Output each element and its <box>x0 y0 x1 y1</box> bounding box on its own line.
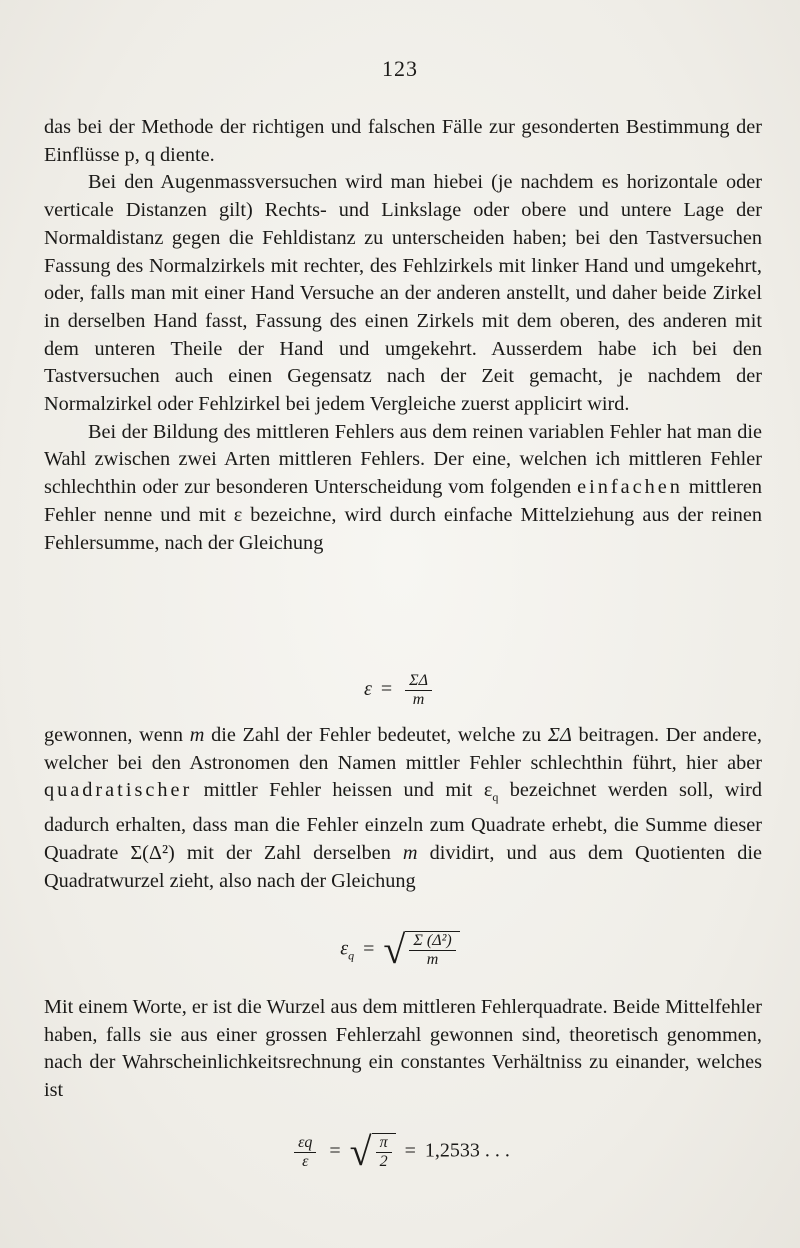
paragraph-2: Bei den Augenmassversuchen wird man hiebei (je nachdem es horizontale oder verticale Distanzen gilt) Rechts- und Linkslage oder obere und untere Lage der Normaldistanz gegen die Fehldistanz zu unterscheiden haben; bei den Tastversuchen Fassung des Normalzirkels mit rechter, des Fehlzirkels mit linker Hand und umgekehrt, oder, falls man mit einer Hand Versuche an der anderen anstellt, und daher beide Zirkel in derselben Hand fasst, Fassung des einen Zirkels mit dem oberen, des anderen mit dem unteren Theile der Hand und umgekehrt. Ausserdem habe ich bei den Tastversuchen auch einen Gegensatz nach der Zeit gemacht, je nachdem der Normalzirkel oder Fehlzirkel bei jedem Vergleiche zuerst applicirt wird. <box>44 171 762 416</box>
formula2-lhs-sub: q <box>348 948 355 963</box>
p4-text-f: dividirt, und aus dem Quotienten die Quadratwurzel zieht, also nach der Gleichung <box>44 841 762 892</box>
paragraph-3-text-a: Bei der Bildung des mittleren Fehlers aus dem reinen variablen Fehler hat man die Wahl zwischen zwei Arten mittleren Fehlers. Der eine, welchen ich mittleren Fehler schlechthin oder zur besonderen Unterscheidung vom folgenden <box>44 420 762 499</box>
formula3-equals-2: = <box>404 1139 416 1162</box>
formula3-fraction <box>376 1134 392 1171</box>
p4-var-m2: m <box>402 841 418 864</box>
formula3-denominator: 2 <box>379 1153 388 1170</box>
p4-sum-delta: ΣΔ <box>547 724 572 746</box>
formula3-lhs-denominator: ε <box>302 1152 309 1170</box>
p4-text-a: gewonnen, wenn <box>44 724 184 746</box>
p4-text-d: mittler Fehler heissen und mit ε <box>203 779 493 802</box>
formula-ratio <box>0 1129 800 1174</box>
p4-var-m: m <box>189 724 205 746</box>
formula2-radicand <box>405 931 459 969</box>
formula2-root-sign: √ <box>383 927 406 972</box>
formula-mean-error <box>0 672 800 709</box>
paragraph-4-block <box>44 722 762 895</box>
formula3-numerator: π <box>376 1134 392 1153</box>
p4-sub-q: q <box>492 790 499 805</box>
formula2-numerator: Σ (Δ²) <box>409 932 455 951</box>
formula2-fraction <box>409 932 455 969</box>
page-number: 123 <box>382 56 418 81</box>
formula1-numerator: ΣΔ <box>405 672 432 691</box>
paragraph-3-text-b: mittleren Fehler nenne und mit ε bezeichne, wird durch einfache Mittelziehung aus der reinen Fehlersumme, nach der Gleichung <box>44 476 762 554</box>
formula3-value: 1,2533 . . . <box>424 1139 510 1162</box>
formula1-denominator: m <box>412 691 425 708</box>
paragraph-3 <box>44 419 762 558</box>
paragraph-3-spaced-word: einfachen <box>577 476 683 499</box>
formula3-equals-1: = <box>329 1139 341 1162</box>
p4-spaced-word: quadratischer <box>44 779 193 802</box>
formula1-lhs: ε <box>363 678 372 701</box>
formula-quadratic-error <box>0 927 800 972</box>
formula2-denominator: m <box>426 951 439 968</box>
formula1-fraction <box>405 672 432 709</box>
formula2-equals: = <box>363 937 375 960</box>
formula3-radicand <box>372 1133 396 1171</box>
paragraph-1: das bei der Methode der richtigen und falschen Fälle zur gesonderten Bestimmung der Einflüsse p, q diente. <box>44 116 762 166</box>
paragraph-4 <box>44 722 762 895</box>
formula2-lhs: ε <box>340 937 349 960</box>
paragraph-5-block <box>44 994 762 1105</box>
formula3-root-sign: √ <box>349 1129 372 1174</box>
formula3-lhs-numerator: εq <box>294 1134 316 1153</box>
p4-text-e: bezeichnet werden soll, wird dadurch erhalten, dass man die Fehler einzeln zum Quadrate erhebt, die Summe dieser Quadrate Σ(Δ²) mit der Zahl derselben <box>44 779 762 864</box>
paragraph-1-block <box>44 114 762 557</box>
formula3-lhs-fraction <box>294 1134 316 1171</box>
p4-text-b: die Zahl der Fehler bedeutet, welche zu <box>211 724 542 746</box>
formula1-equals: = <box>380 678 393 701</box>
p4-text-c: beitragen. Der andere, welcher bei den Astronomen den Namen mittler Fehler schlechthin führt, hier aber <box>44 724 762 774</box>
paragraph-5: Mit einem Worte, er ist die Wurzel aus dem mittleren Fehlerquadrate. Beide Mittelfehler haben, falls sie aus einer grossen Fehlerzahl gewonnen sind, theoretisch genommen, nach der Wahrscheinlichkeitsrechnung ein constantes Verhältniss zu einander, welches ist <box>44 996 762 1102</box>
